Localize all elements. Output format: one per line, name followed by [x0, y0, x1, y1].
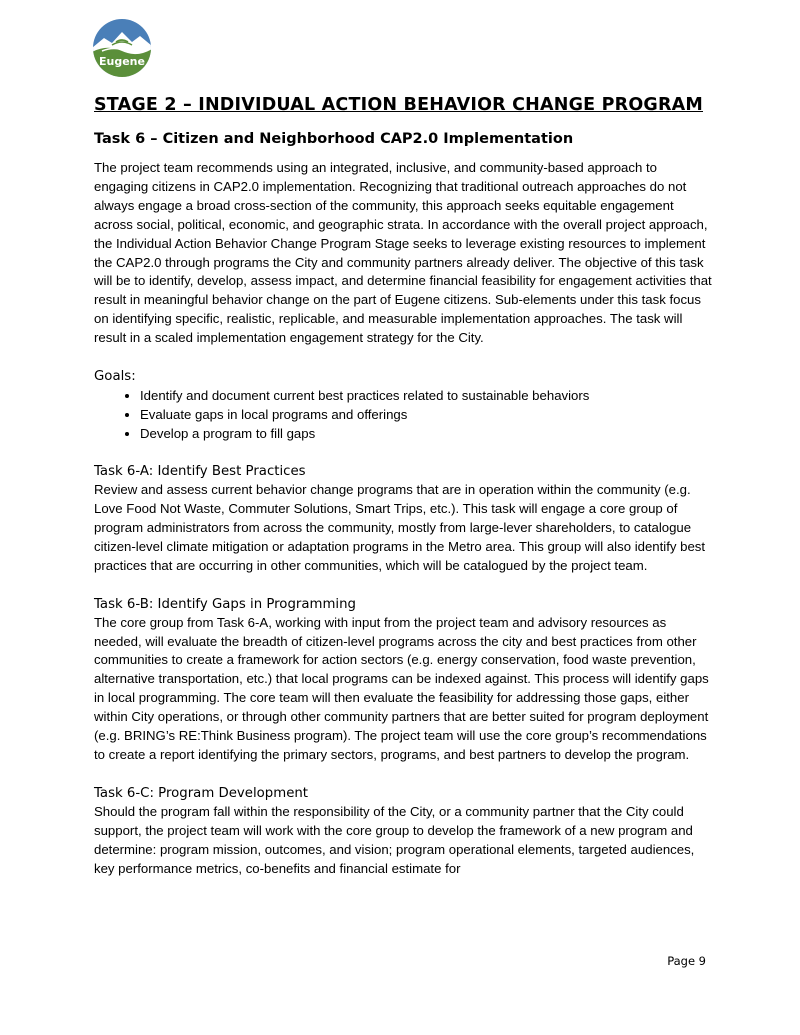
section-heading: Task 6-C: Program Development — [94, 785, 309, 801]
section-6a — [94, 462, 714, 576]
section-body: The core group from Task 6-A, working with input from the project team and advisory resources as needed, will evaluate the breadth of citizen-level programs across the city and best practices from other communities to create a framework for action sectors (e.g. energy conservation, food waste prevention, alternative transportation, etc.) that local programs can be indexed against. This process will identify gaps in local programming. The core team will then evaluate the feasibility for addressing those gaps, either within City operations, or through other community partners that are better suited for program deployment (e.g. BRING’s RE:Think Business program). The project team will use the core group’s recommendations to create a report identifying the primary sectors, programs, and best partners to develop the program. — [94, 614, 709, 762]
section-body: Should the program fall within the responsibility of the City, or a community partner that the City could support, the project team will work with the core group to develop the framework of a new program and determine: program mission, outcomes, and vision; program operational elements, targeted audiences, key performance metrics, co-benefits and financial estimate for — [94, 803, 695, 876]
eugene-logo — [92, 18, 152, 78]
goal-item: • Develop a program to fill gaps — [140, 424, 714, 443]
goal-item: • Identify and document current best practices related to sustainable behaviors — [140, 386, 714, 405]
task-title: Task 6 – Citizen and Neighborhood CAP2.0 Implementation — [94, 131, 574, 147]
goal-item: • Evaluate gaps in local programs and offerings — [140, 405, 714, 424]
section-heading: Task 6-B: Identify Gaps in Programming — [94, 596, 356, 612]
section-6c — [94, 784, 714, 879]
document-content — [94, 92, 714, 878]
section-body: Review and assess current behavior change programs that are in operation within the community (e.g. Love Food Not Waste, Commuter Solutions, Smart Trips, etc.). This task will engage a core group of program administrators from across the community, mostly from large-lever shareholders, to catalogue citizen-level climate mitigation or adaptation programs in the Metro area. This group will also identify best practices that are occurring in other communities, which will be catalogued by the project team. — [94, 482, 706, 573]
intro-paragraph: The project team recommends using an integrated, inclusive, and community-based approach to engaging citizens in CAP2.0 implementation. Recognizing that traditional outreach approaches do not always engage a broad cross-section of the community, this approach seeks equitable engagement across social, political, economic, and geographic strata. In accordance with the overall project approach, the Individual Action Behavior Change Program Stage seeks to leverage existing resources to implement the CAP2.0 through programs the City and community partners already deliver. The objective of this task will be to identify, develop, assess impact, and determine financial feasibility for engagement activities that result in meaningful behavior change on the part of Eugene citizens. Sub-elements under this task focus on identifying specific, realistic, replicable, and measurable implementation approaches. The task will result in a scaled implementation engagement strategy for the City. — [94, 160, 712, 346]
logo-text: Eugene — [99, 55, 145, 68]
stage-title: STAGE 2 – INDIVIDUAL ACTION BEHAVIOR CHANGE PROGRAM — [94, 95, 703, 115]
goals-list — [94, 386, 714, 443]
goals-label: Goals: — [94, 369, 136, 385]
goals-section — [94, 367, 714, 443]
page-number: Page 9 — [667, 954, 706, 968]
section-6b — [94, 595, 714, 765]
section-heading: Task 6-A: Identify Best Practices — [94, 464, 306, 480]
